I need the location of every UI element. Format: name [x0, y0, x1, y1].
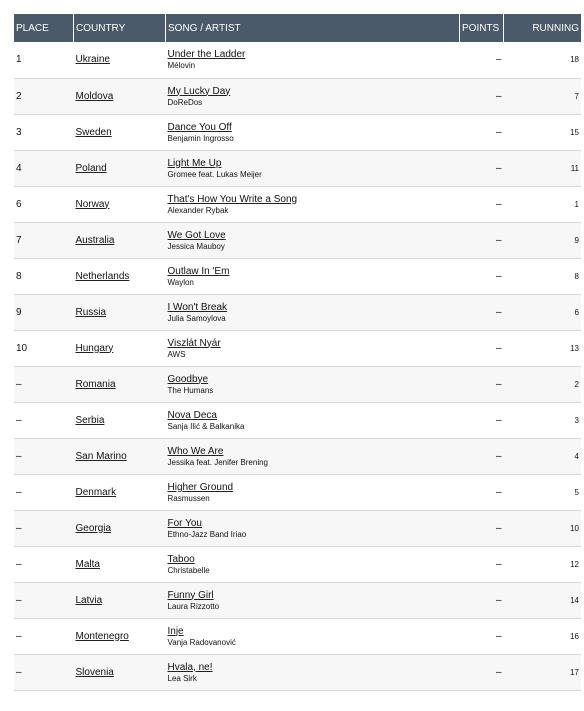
place-cell: –	[16, 522, 22, 534]
artist-name: The Humans	[167, 385, 214, 395]
table-row	[14, 222, 581, 258]
running-order-cell: 8	[574, 271, 579, 281]
table-header	[14, 14, 581, 42]
country-link[interactable]: Norway	[75, 198, 110, 210]
running-order-cell: 1	[574, 199, 579, 209]
song-artist-cell	[166, 546, 460, 582]
artist-name: Lea Sirk	[167, 673, 197, 683]
song-title-link[interactable]: Outlaw In 'Em	[167, 265, 230, 277]
running-order-cell: 6	[574, 307, 579, 317]
points-cell: –	[495, 306, 502, 318]
country-link[interactable]: Netherlands	[75, 270, 130, 282]
artist-name: Alexander Rybak	[167, 205, 229, 215]
song-artist-cell	[166, 366, 460, 402]
song-title-link[interactable]: Under the Ladder	[167, 49, 246, 61]
song-title-link[interactable]: Nova Deca	[167, 409, 217, 421]
country-link[interactable]: Denmark	[75, 486, 117, 498]
points-cell: –	[495, 342, 502, 354]
artist-name: Benjamin Ingrosso	[167, 133, 234, 143]
song-artist-cell	[166, 618, 460, 654]
place-cell: –	[16, 558, 22, 570]
song-title-link[interactable]: Hvala, ne!	[167, 661, 213, 673]
place-cell: –	[16, 414, 22, 426]
running-order-cell: 15	[570, 127, 579, 137]
table-row	[14, 330, 581, 366]
running-order-cell: 4	[574, 451, 579, 461]
country-link[interactable]: Malta	[75, 558, 100, 570]
artist-name: Vanja Radovanović	[167, 637, 236, 647]
song-artist-cell	[166, 474, 460, 510]
points-cell: –	[495, 630, 502, 642]
points-cell: –	[495, 270, 502, 282]
points-cell: –	[495, 234, 502, 246]
place-cell: –	[16, 594, 22, 606]
country-link[interactable]: Poland	[75, 162, 107, 174]
table-row	[14, 402, 581, 438]
header-points: POINTS	[460, 14, 504, 42]
points-cell: –	[495, 414, 502, 426]
running-order-cell: 3	[574, 415, 579, 425]
artist-name: Rasmussen	[167, 493, 210, 503]
country-link[interactable]: Ukraine	[75, 54, 110, 66]
song-artist-cell	[166, 294, 460, 330]
table-row	[14, 258, 581, 294]
points-cell: –	[495, 522, 502, 534]
points-cell: –	[495, 90, 502, 102]
song-title-link[interactable]: Light Me Up	[167, 157, 222, 169]
song-artist-cell	[166, 78, 460, 114]
table-row	[14, 474, 581, 510]
table-row	[14, 114, 581, 150]
table-row	[14, 582, 581, 618]
song-title-link[interactable]: Who We Are	[167, 445, 224, 457]
table-row	[14, 78, 581, 114]
song-artist-cell	[166, 402, 460, 438]
place-cell: –	[16, 486, 22, 498]
country-link[interactable]: Moldova	[75, 90, 114, 102]
song-title-link[interactable]: Higher Ground	[167, 481, 234, 493]
place-cell: –	[16, 630, 22, 642]
place-cell: –	[16, 450, 22, 462]
header-running: RUNNING	[504, 14, 582, 42]
song-artist-cell	[166, 438, 460, 474]
artist-name: AWS	[167, 349, 186, 359]
country-link[interactable]: Serbia	[75, 414, 105, 426]
table-row	[14, 366, 581, 402]
header-country: COUNTRY	[74, 14, 166, 42]
place-cell: –	[16, 666, 22, 678]
song-artist-cell	[166, 330, 460, 366]
running-order-cell: 7	[574, 91, 579, 101]
points-cell: –	[495, 450, 502, 462]
table-row	[14, 42, 581, 78]
country-link[interactable]: Slovenia	[75, 666, 114, 678]
country-link[interactable]: Georgia	[75, 522, 112, 534]
song-title-link[interactable]: Inje	[167, 625, 184, 637]
song-artist-cell	[166, 222, 460, 258]
artist-name: Julia Samoylova	[167, 313, 226, 323]
country-link[interactable]: Australia	[75, 234, 115, 246]
points-cell: –	[495, 558, 502, 570]
song-artist-cell	[166, 258, 460, 294]
table-row	[14, 654, 581, 690]
running-order-cell: 10	[570, 523, 579, 533]
artist-name: Christabelle	[167, 565, 210, 575]
running-order-cell: 17	[570, 667, 579, 677]
header-row	[14, 14, 581, 42]
table-row	[14, 546, 581, 582]
running-order-cell: 13	[570, 343, 579, 353]
artist-name: Sanja Ilić & Balkanika	[167, 421, 245, 431]
country-link[interactable]: Montenegro	[75, 630, 129, 642]
song-artist-cell	[166, 510, 460, 546]
song-title-link[interactable]: My Lucky Day	[167, 85, 231, 97]
song-title-link[interactable]: That's How You Write a Song	[167, 193, 298, 205]
place-cell: 10	[16, 342, 28, 354]
song-artist-cell	[166, 114, 460, 150]
running-order-cell: 14	[570, 595, 579, 605]
points-cell: –	[495, 486, 502, 498]
table-row	[14, 186, 581, 222]
song-artist-cell	[166, 654, 460, 690]
country-link[interactable]: Latvia	[75, 594, 103, 606]
table-row	[14, 618, 581, 654]
place-cell: 6	[16, 198, 22, 210]
song-title-link[interactable]: Dance You Off	[167, 121, 232, 133]
table-row	[14, 510, 581, 546]
points-cell: –	[495, 162, 502, 174]
artist-name: Mélovin	[167, 61, 196, 71]
place-cell: 7	[16, 234, 22, 246]
place-cell: 2	[16, 90, 22, 102]
place-cell: 1	[16, 54, 22, 66]
points-cell: –	[495, 198, 502, 210]
points-cell: –	[495, 54, 502, 66]
country-link[interactable]: Russia	[75, 306, 107, 318]
song-artist-cell	[166, 186, 460, 222]
points-cell: –	[495, 378, 502, 390]
place-cell: 9	[16, 306, 22, 318]
country-link[interactable]: Hungary	[75, 342, 114, 354]
country-link[interactable]: Romania	[75, 378, 116, 390]
results-table-container	[14, 14, 579, 691]
song-artist-cell	[166, 582, 460, 618]
running-order-cell: 11	[570, 163, 579, 173]
header-song-artist: SONG / ARTIST	[166, 14, 460, 42]
artist-name: Jessica Mauboy	[167, 241, 225, 251]
artist-name: Ethno-Jazz Band Iriao	[167, 529, 247, 539]
running-order-cell: 18	[570, 55, 579, 65]
song-title-link[interactable]: For You	[167, 517, 202, 529]
artist-name: DoReDos	[167, 97, 203, 107]
song-title-link[interactable]: Taboo	[167, 553, 195, 565]
results-table	[14, 14, 581, 691]
running-order-cell: 9	[574, 235, 579, 245]
song-title-link[interactable]: We Got Love	[167, 229, 226, 241]
running-order-cell: 16	[570, 631, 579, 641]
points-cell: –	[495, 594, 502, 606]
running-order-cell: 5	[574, 487, 579, 497]
running-order-cell: 12	[570, 559, 579, 569]
song-title-link[interactable]: I Won't Break	[167, 301, 228, 313]
song-title-link[interactable]: Viszlát Nyár	[167, 337, 221, 349]
song-artist-cell	[166, 150, 460, 186]
place-cell: 3	[16, 126, 22, 138]
place-cell: 4	[16, 162, 22, 174]
table-row	[14, 294, 581, 330]
header-place: PLACE	[14, 14, 74, 42]
place-cell: –	[16, 378, 22, 390]
song-artist-cell	[166, 42, 460, 78]
country-link[interactable]: San Marino	[75, 450, 127, 462]
points-cell: –	[495, 666, 502, 678]
artist-name: Gromee feat. Lukas Meijer	[167, 169, 262, 179]
song-title-link[interactable]: Goodbye	[167, 373, 209, 385]
table-row	[14, 150, 581, 186]
country-link[interactable]: Sweden	[75, 126, 112, 138]
place-cell: 8	[16, 270, 22, 282]
running-order-cell: 2	[574, 379, 579, 389]
table-body	[14, 42, 581, 690]
table-row	[14, 438, 581, 474]
points-cell: –	[495, 126, 502, 138]
song-title-link[interactable]: Funny Girl	[167, 589, 214, 601]
artist-name: Laura Rizzotto	[167, 601, 220, 611]
artist-name: Waylon	[167, 277, 194, 287]
artist-name: Jessika feat. Jenifer Brening	[167, 457, 268, 467]
